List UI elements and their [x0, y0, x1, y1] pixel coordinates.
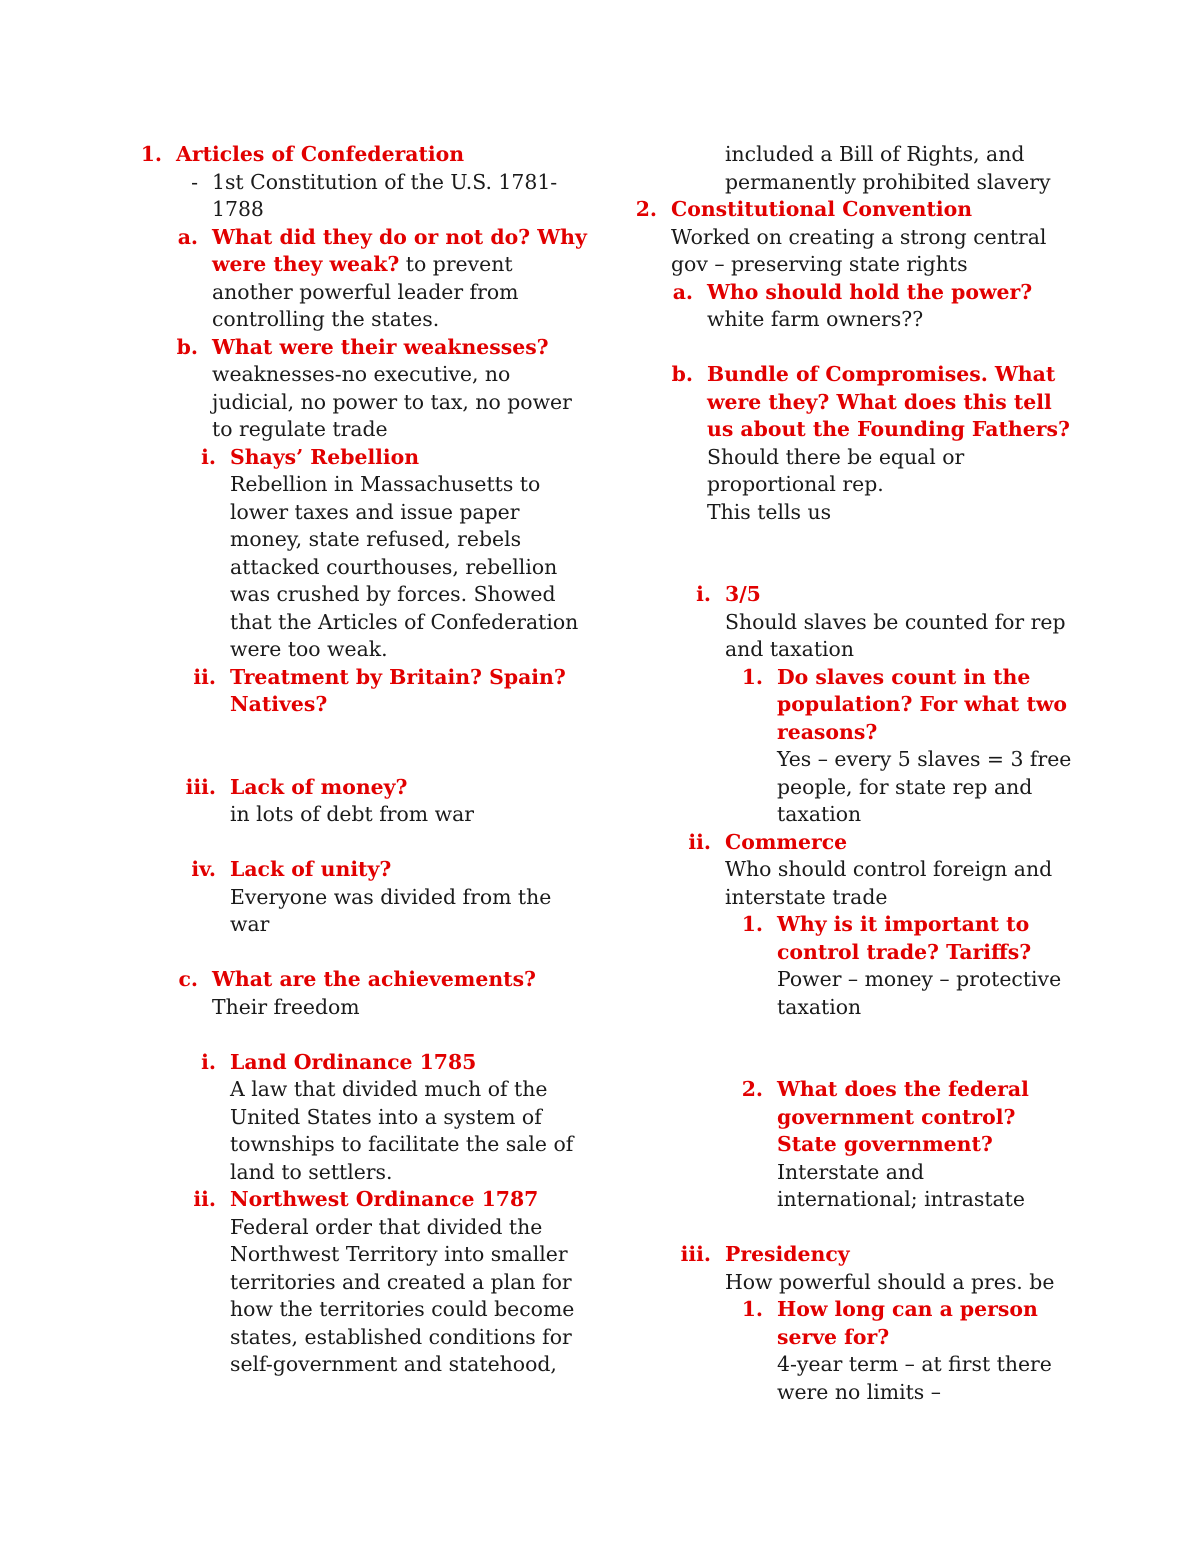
heading-text: Land Ordinance 1785	[230, 1049, 477, 1074]
body-text: Northwest Territory into smaller	[230, 1242, 568, 1266]
list-marker: b.	[671, 362, 693, 386]
outline-line	[212, 416, 570, 444]
outline-item	[140, 966, 570, 1021]
heading-text: What does the federal	[777, 1077, 1029, 1101]
body-text: were too weak.	[230, 637, 388, 661]
body-text: gov – preserving state rights	[671, 252, 968, 276]
outline-line	[212, 224, 587, 252]
body-text: proportional rep.	[707, 472, 884, 496]
outline-item	[140, 1049, 574, 1187]
heading-text: Presidency	[725, 1242, 850, 1266]
heading-text: Constitutional Convention	[671, 197, 973, 221]
heading-text: government control?	[777, 1104, 1016, 1129]
body-text: permanently prohibited slavery	[725, 169, 1051, 194]
outline-line	[230, 499, 570, 527]
outline-item	[140, 334, 570, 444]
outline-line	[707, 279, 1065, 307]
list-marker: 2.	[741, 1077, 763, 1101]
body-text: white farm owners??	[707, 307, 924, 331]
outline-line	[777, 691, 1068, 719]
outline-line	[212, 196, 570, 224]
outline-line	[777, 911, 1065, 939]
outline-line	[777, 664, 1065, 692]
list-marker: a.	[672, 279, 693, 304]
outline-line	[777, 1076, 1065, 1104]
outline-item	[635, 581, 1065, 664]
body-text: taxation	[777, 802, 862, 826]
body-text: lower taxes and issue paper	[230, 499, 520, 524]
list-marker: -	[191, 169, 198, 194]
body-text: Should there be equal or	[707, 444, 965, 469]
outline-item	[140, 141, 570, 169]
heading-text: 3/5	[725, 582, 761, 606]
heading-text: Why is it important to	[777, 912, 1030, 936]
body-text: United States into a system of	[230, 1104, 542, 1129]
body-text: war	[230, 912, 270, 936]
body-text: controlling the states.	[212, 307, 440, 331]
heading-text: What were their weaknesses?	[212, 334, 549, 359]
outline-line	[230, 691, 570, 719]
heading-text: Commerce	[725, 829, 848, 854]
outline-line	[230, 1159, 570, 1187]
list-marker: b.	[176, 334, 198, 359]
outline-item	[635, 829, 1065, 912]
outline-line	[707, 416, 1070, 444]
outline-item	[635, 911, 1065, 1021]
outline-line	[777, 1379, 1065, 1407]
outline-item	[635, 279, 1065, 334]
list-marker: i.	[201, 1049, 216, 1074]
outline-item	[140, 856, 570, 939]
outline-item	[635, 1241, 1065, 1296]
list-marker: a.	[177, 224, 198, 249]
outline-line	[212, 251, 570, 279]
outline-item	[140, 774, 570, 829]
body-text: self-government and statehood,	[230, 1352, 557, 1376]
body-text: Worked on creating a strong central	[671, 224, 1047, 249]
outline-line	[230, 1214, 570, 1242]
heading-text: State government?	[777, 1132, 993, 1156]
outline-item	[140, 1186, 575, 1379]
body-text: Federal order that divided the	[230, 1214, 543, 1239]
list-marker: ii.	[688, 829, 711, 854]
outline-line	[725, 636, 1065, 664]
outline-line	[230, 471, 570, 499]
outline-line	[230, 884, 570, 912]
body-text: was crushed by forces. Showed	[230, 582, 556, 606]
outline-line	[777, 1159, 1065, 1187]
list-marker: ii.	[193, 1187, 216, 1211]
list-marker: 1.	[741, 1297, 763, 1321]
outline-line	[212, 389, 570, 417]
outline-line	[777, 1351, 1065, 1379]
body-text: to prevent	[399, 252, 513, 276]
body-text: townships to facilitate the sale of	[230, 1132, 574, 1156]
outline-line	[707, 499, 1065, 527]
outline-line	[230, 1104, 570, 1132]
outline-line	[230, 554, 570, 582]
list-marker: i.	[696, 582, 711, 606]
heading-text: Bundle of Compromises. What	[707, 362, 1056, 386]
outline-item	[635, 664, 1072, 829]
heading-text: What did they do or not do? Why	[212, 224, 587, 249]
outline-line	[230, 911, 570, 939]
outline-line	[671, 224, 1065, 252]
heading-text: population? For what two	[777, 692, 1068, 716]
body-text: and taxation	[725, 637, 854, 661]
heading-text: Treatment by Britain? Spain?	[230, 664, 566, 689]
heading-text: us about the Founding Fathers?	[707, 417, 1070, 441]
outline-item	[635, 1296, 1065, 1406]
outline-line	[725, 609, 1065, 637]
heading-text: What are the achievements?	[212, 967, 537, 991]
outline-line	[230, 1296, 575, 1324]
left-column	[140, 141, 587, 1379]
outline-line	[230, 856, 570, 884]
outline-line	[777, 774, 1065, 802]
list-marker: iv.	[191, 857, 216, 881]
outline-line	[777, 746, 1072, 774]
body-text: judicial, no power to tax, no power	[212, 389, 572, 414]
list-marker: 1.	[741, 912, 763, 936]
outline-line	[230, 581, 570, 609]
outline-line	[230, 1131, 574, 1159]
list-marker: c.	[178, 967, 198, 991]
outline-line	[230, 1076, 570, 1104]
body-text: people, for state rep and	[777, 774, 1033, 799]
body-text: how the territories could become	[230, 1297, 575, 1321]
body-text: Yes – every 5 slaves = 3 free	[777, 747, 1072, 771]
heading-text: Natives?	[230, 692, 328, 716]
right-column	[635, 141, 1072, 1406]
list-marker: i.	[201, 444, 216, 469]
outline-item	[635, 196, 1065, 279]
heading-text: were they weak?	[212, 252, 400, 276]
outline-item	[635, 1076, 1065, 1214]
outline-line	[777, 1131, 1065, 1159]
body-text: another powerful leader from	[212, 279, 519, 304]
outline-line	[707, 389, 1065, 417]
heading-text: Lack of money?	[230, 774, 408, 799]
outline-line	[777, 1104, 1065, 1132]
heading-text: control trade? Tariffs?	[777, 939, 1032, 964]
body-text: 1st Constitution of the U.S. 1781-	[212, 169, 558, 194]
outline-line	[212, 994, 570, 1022]
body-text: weaknesses-no executive, no	[212, 362, 511, 386]
outline-line	[212, 306, 570, 334]
heading-text: Articles of Confederation	[176, 142, 465, 166]
outline-line	[230, 609, 579, 637]
outline-line	[725, 141, 1065, 169]
outline-line	[725, 884, 1065, 912]
outline-line	[230, 801, 570, 829]
outline-line	[777, 801, 1065, 829]
outline-line	[230, 1186, 570, 1214]
outline-line	[230, 636, 570, 664]
list-marker: iii.	[185, 774, 216, 799]
heading-text: were they? What does this tell	[707, 389, 1052, 414]
outline-line	[212, 279, 570, 307]
body-text: states, established conditions for	[230, 1324, 572, 1349]
body-text: Rebellion in Massachusetts to	[230, 472, 541, 496]
body-text: Who should control foreign and	[725, 857, 1053, 881]
outline-line	[777, 966, 1065, 994]
outline-line	[230, 774, 570, 802]
outline-line	[212, 966, 570, 994]
outline-line	[777, 939, 1065, 967]
outline-line	[725, 581, 1065, 609]
outline-line	[725, 856, 1065, 884]
outline-line	[671, 196, 1065, 224]
heading-text: Who should hold the power?	[707, 279, 1033, 304]
body-text: money, state refused, rebels	[230, 527, 522, 551]
body-text: were no limits –	[777, 1379, 941, 1404]
outline-line	[725, 1241, 1065, 1269]
outline-item	[140, 224, 587, 334]
body-text: in lots of debt from war	[230, 802, 474, 826]
list-marker: 1.	[741, 664, 763, 689]
outline-line	[212, 361, 570, 389]
heading-text: reasons?	[777, 719, 878, 744]
body-text: land to settlers.	[230, 1159, 393, 1184]
outline-line	[777, 1324, 1065, 1352]
outline-line	[212, 334, 570, 362]
body-text: A law that divided much of the	[230, 1077, 548, 1101]
body-text: Power – money – protective	[777, 967, 1062, 991]
body-text: attacked courthouses, rebellion	[230, 554, 558, 579]
body-text: included a Bill of Rights, and	[725, 142, 1025, 166]
list-marker: 2.	[635, 197, 657, 221]
body-text: to regulate trade	[212, 417, 388, 441]
list-marker: 1.	[140, 142, 162, 166]
outline-line	[777, 719, 1065, 747]
outline-line	[230, 1351, 570, 1379]
body-text: Their freedom	[212, 994, 360, 1019]
outline-line	[707, 306, 1065, 334]
outline-line	[230, 444, 570, 472]
outline-line	[176, 141, 570, 169]
heading-text: Lack of unity?	[230, 857, 392, 881]
list-marker: ii.	[193, 664, 216, 689]
outline-line	[230, 1324, 570, 1352]
outline-line	[230, 1241, 570, 1269]
body-text: that the Articles of Confederation	[230, 609, 579, 634]
body-text: taxation	[777, 994, 862, 1019]
heading-text: Do slaves count in the	[777, 664, 1031, 689]
outline-line	[212, 169, 570, 197]
outline-line	[777, 1296, 1065, 1324]
outline-line	[671, 251, 1065, 279]
outline-line	[230, 1049, 570, 1077]
outline-line	[230, 1269, 570, 1297]
body-text: Everyone was divided from the	[230, 884, 552, 909]
heading-text: Shays’ Rebellion	[230, 444, 420, 469]
body-text: 1788	[212, 197, 264, 221]
outline-line	[725, 1269, 1065, 1297]
body-text: Interstate and	[777, 1159, 925, 1184]
outline-line	[707, 361, 1065, 389]
outline-line	[725, 169, 1065, 197]
outline-line	[707, 444, 1065, 472]
body-text: international; intrastate	[777, 1187, 1025, 1211]
body-text: How powerful should a pres. be	[725, 1269, 1055, 1294]
body-text: This tells us	[707, 499, 832, 524]
outline-item	[635, 361, 1070, 526]
body-text: territories and created a plan for	[230, 1269, 572, 1294]
body-text: interstate trade	[725, 884, 888, 909]
outline-line	[777, 1186, 1065, 1214]
outline-item	[635, 141, 1065, 196]
heading-text: How long can a person	[777, 1297, 1038, 1321]
outline-line	[707, 471, 1065, 499]
heading-text: Northwest Ordinance 1787	[230, 1187, 539, 1211]
body-text: Should slaves be counted for rep	[725, 609, 1066, 634]
outline-line	[230, 526, 570, 554]
outline-item	[140, 444, 579, 664]
outline-line	[230, 664, 570, 692]
outline-item	[140, 664, 570, 719]
body-text: 4-year term – at first there	[777, 1352, 1052, 1376]
list-marker: iii.	[680, 1242, 711, 1266]
outline-line	[725, 829, 1065, 857]
heading-text: serve for?	[777, 1324, 890, 1349]
outline-item	[140, 169, 570, 224]
outline-line	[777, 994, 1065, 1022]
